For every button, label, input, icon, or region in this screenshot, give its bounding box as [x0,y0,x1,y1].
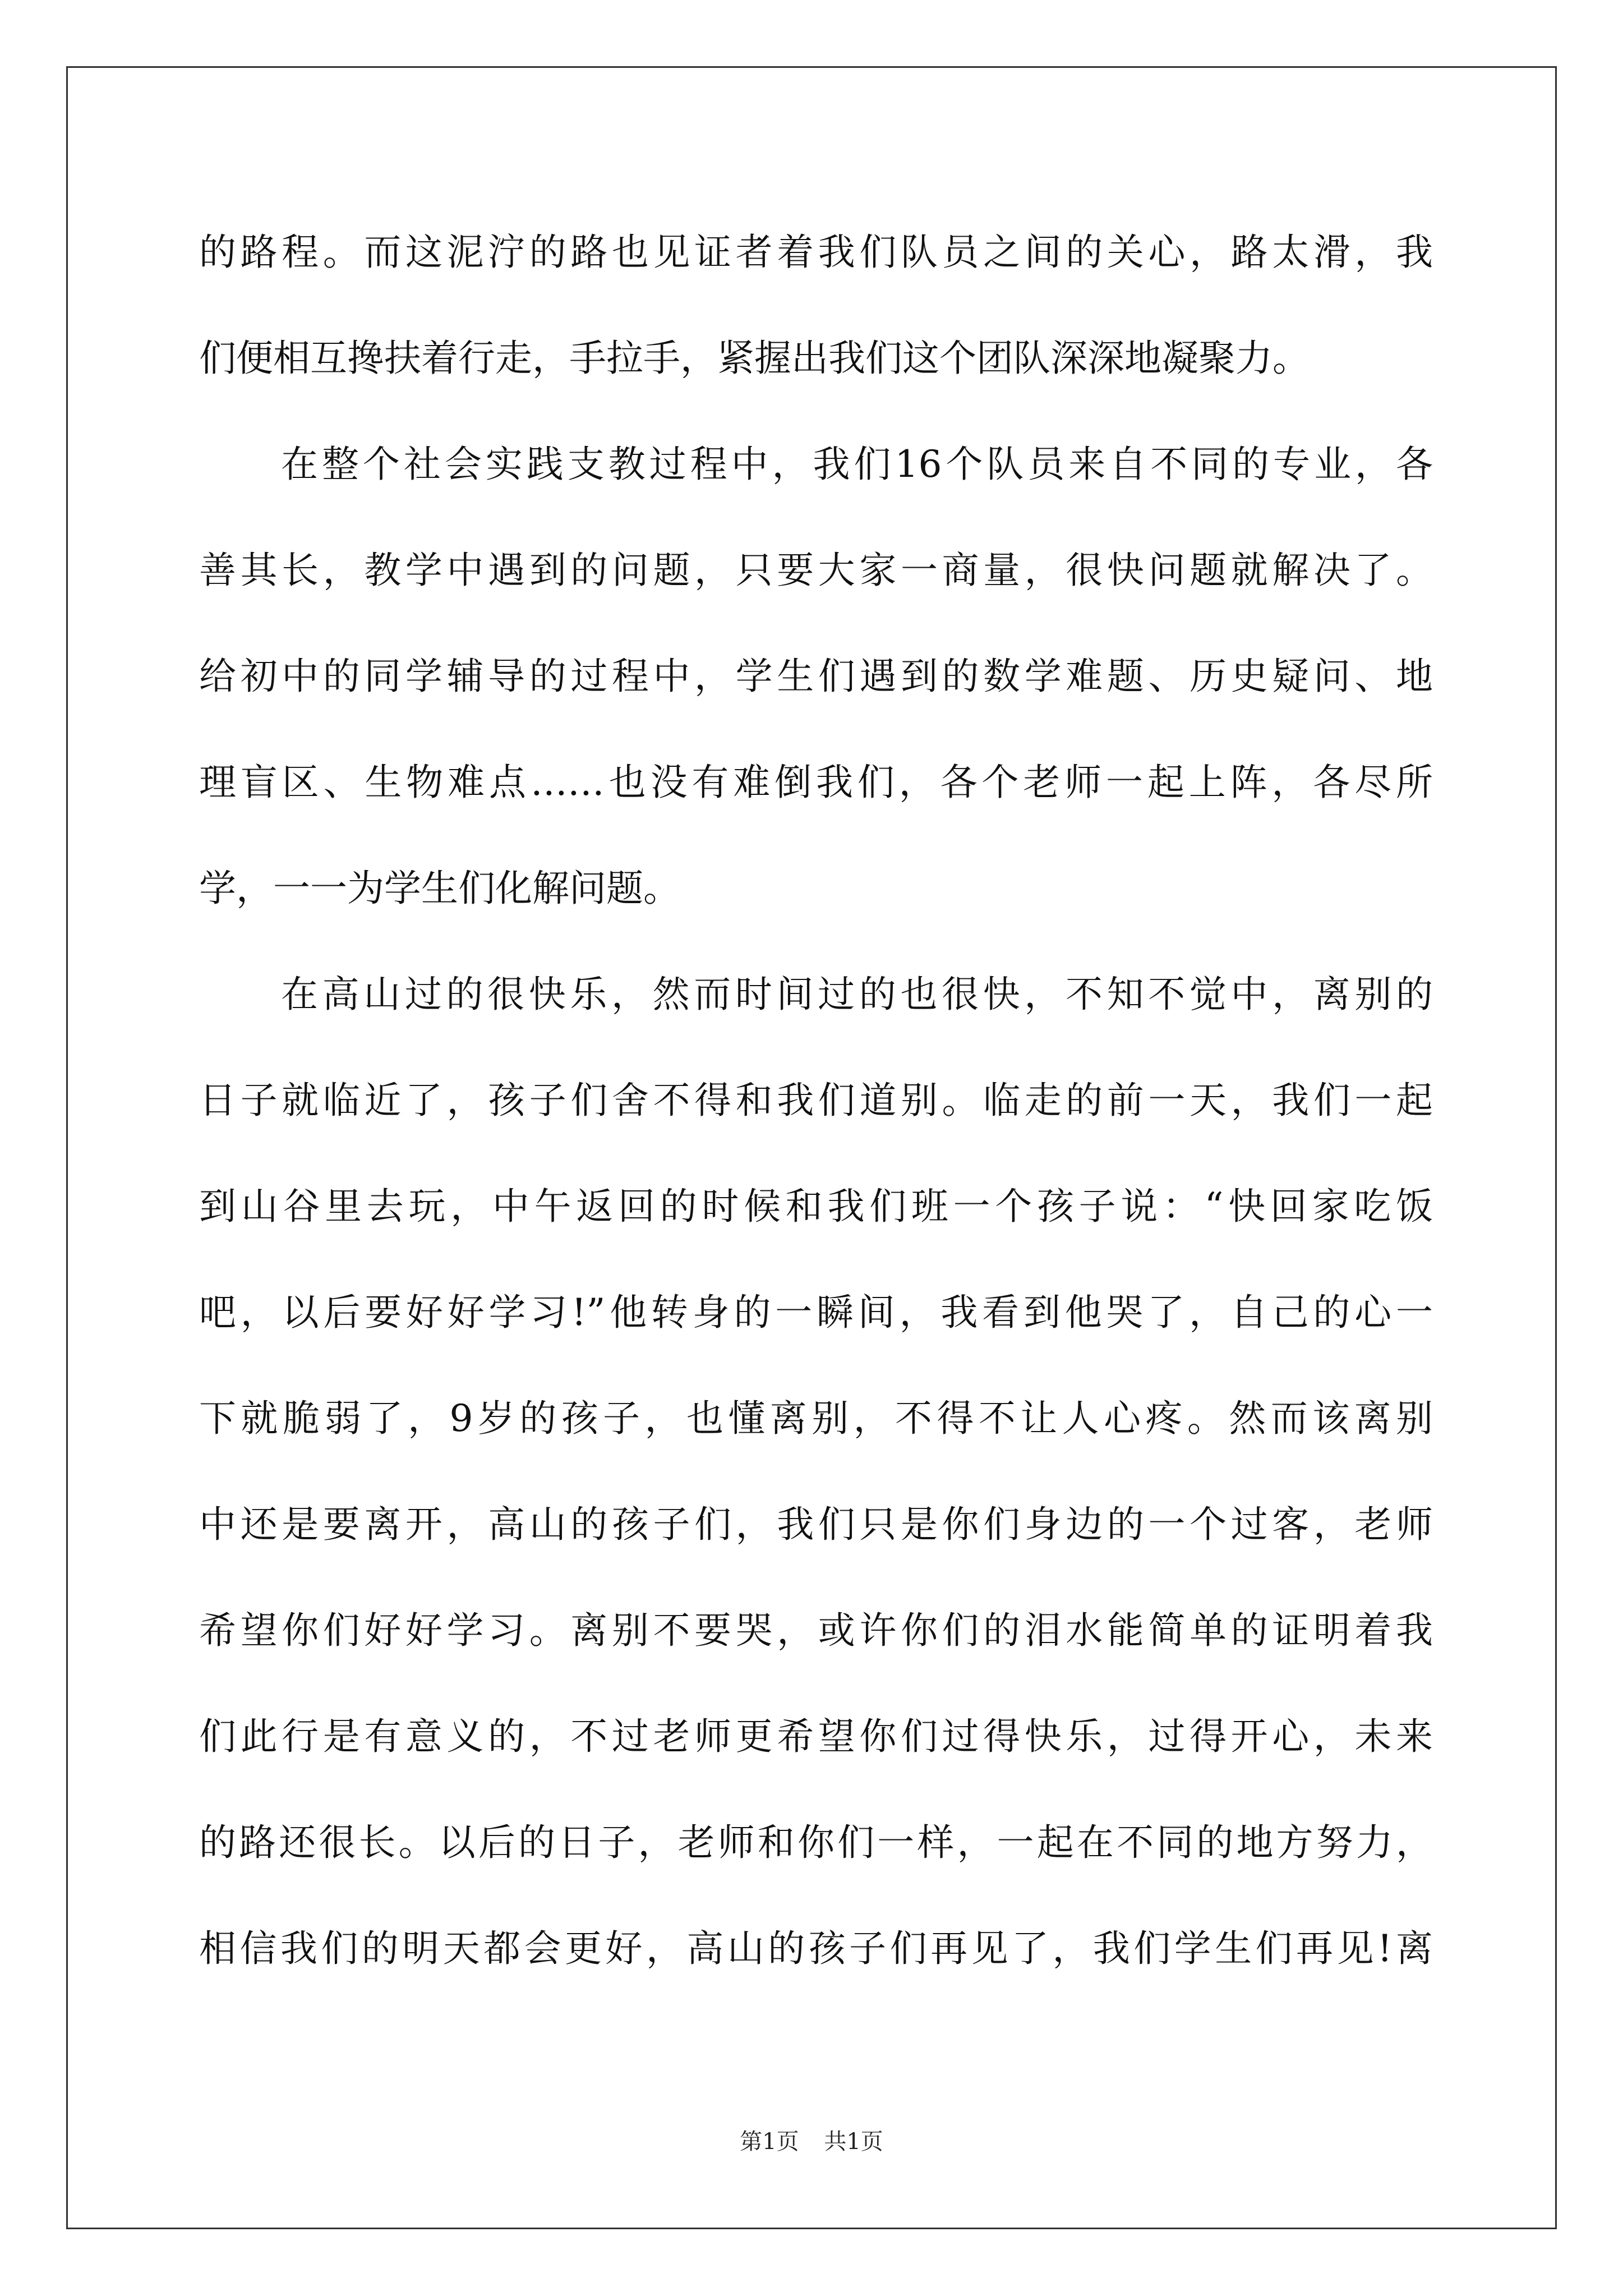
text-line: 日子就临近了，孩子们舍不得和我们道别。临走的前一天，我们一起 [199,1079,1433,1122]
text-line: 学，一一为学生们化解问题。 [199,867,680,910]
page-total: 共1页 [824,2129,883,2155]
text-line: 在整个社会实践支教过程中，我们16个队员来自不同的专业，各 [281,443,1433,486]
text-line: 的路还很长。以后的日子，老师和你们一样，一起在不同的地方努力， [199,1821,1433,1864]
page-border [66,66,1557,2229]
text-line: 到山谷里去玩，中午返回的时候和我们班一个孩子说：“快回家吃饭 [199,1185,1433,1228]
text-line: 吧，以后要好好学习!”他转身的一瞬间，我看到他哭了，自己的心一 [199,1291,1433,1334]
text-line: 给初中的同学辅导的过程中，学生们遇到的数学难题、历史疑问、地 [199,655,1433,698]
text-line: 相信我们的明天都会更好，高山的孩子们再见了，我们学生们再见!离 [199,1927,1433,1970]
page-footer [0,2125,1623,2159]
text-line: 的路程。而这泥泞的路也见证者着我们队员之间的关心，路太滑，我 [199,231,1433,274]
text-line: 希望你们好好学习。离别不要哭，或许你们的泪水能简单的证明着我 [199,1609,1433,1652]
text-line: 中还是要离开，高山的孩子们，我们只是你们身边的一个过客，老师 [199,1503,1433,1546]
text-line: 理盲区、生物难点……也没有难倒我们，各个老师一起上阵，各尽所 [199,761,1433,804]
text-line: 在高山过的很快乐，然而时间过的也很快，不知不觉中，离别的 [281,973,1433,1016]
text-line: 善其长，教学中遇到的问题，只要大家一商量，很快问题就解决了。 [199,549,1433,592]
page-number: 第1页 [740,2129,799,2155]
text-line: 下就脆弱了，9岁的孩子，也懂离别，不得不让人心疼。然而该离别 [199,1397,1433,1440]
text-line: 们便相互搀扶着行走，手拉手，紧握出我们这个团队深深地凝聚力。 [199,337,1310,380]
text-line: 们此行是有意义的，不过老师更希望你们过得快乐，过得开心，未来 [199,1715,1433,1758]
